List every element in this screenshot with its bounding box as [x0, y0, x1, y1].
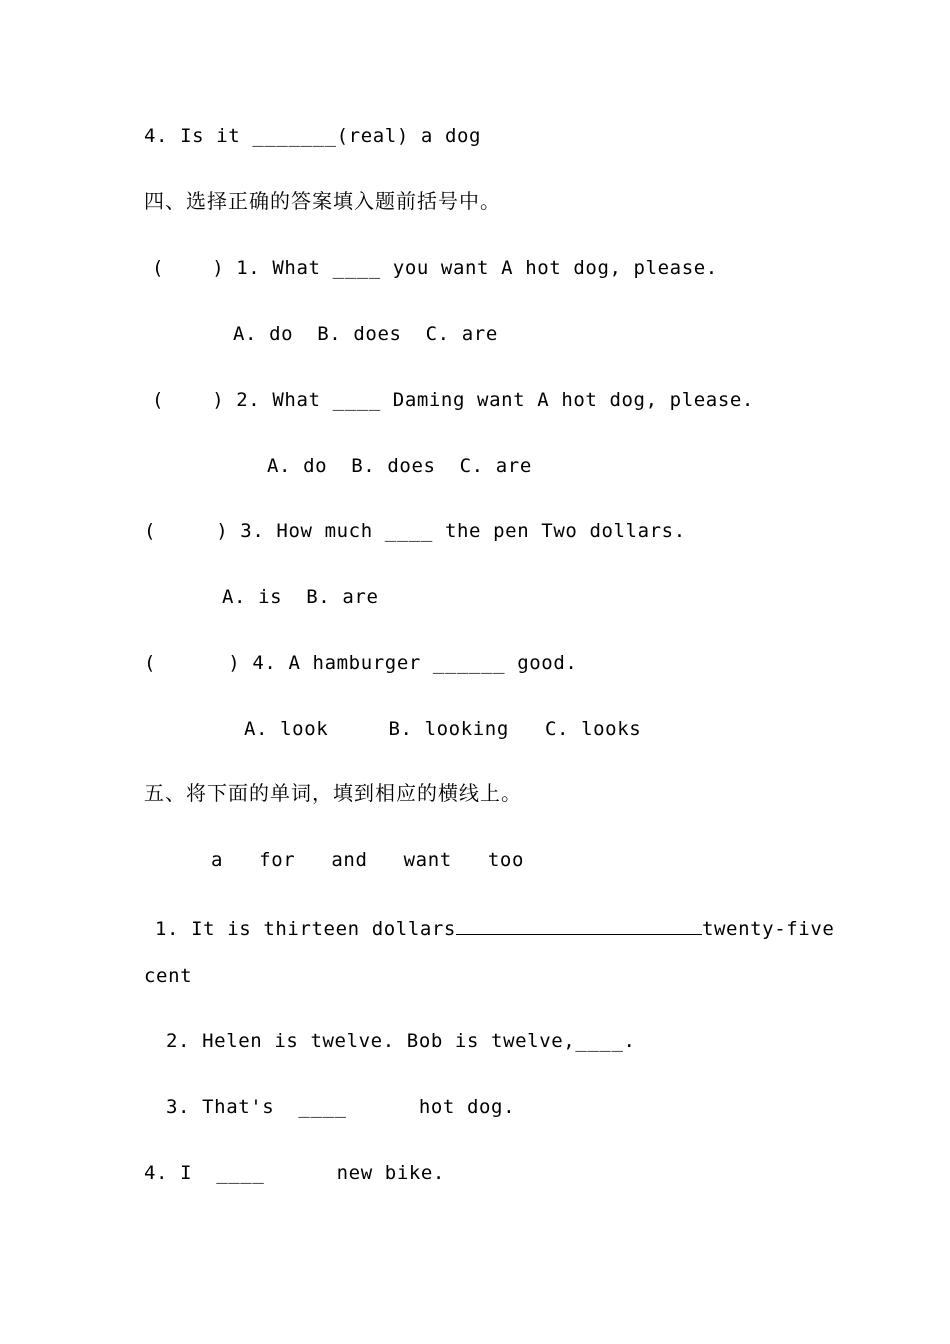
fill-in-item-4: 4. Is it _______(real) a dog — [144, 125, 482, 147]
blank-sentence-1 — [155, 914, 834, 941]
choice-question-3-options: A. is B. are — [222, 586, 379, 608]
blank-sentence-3: 3. That's ____ hot dog. — [166, 1096, 516, 1118]
blank-sentence-1-start: 1. It is thirteen dollars — [155, 918, 456, 940]
blank-sentence-4: 4. I ____ new bike. — [144, 1162, 445, 1184]
choice-question-4: ( ) 4. A hamburger ______ good. — [144, 652, 578, 674]
section-4-heading: 四、选择正确的答案填入题前括号中。 — [144, 189, 501, 213]
choice-question-4-options: A. look B. looking C. looks — [244, 718, 642, 740]
choice-question-1: ( ) 1. What ____ you want A hot dog, please. — [152, 257, 718, 279]
word-bank: a for and want too — [211, 849, 525, 871]
choice-question-2-options: A. do B. does C. are — [267, 455, 532, 477]
answer-blank-line — [456, 914, 702, 935]
choice-question-2: ( ) 2. What ____ Daming want A hot dog, please. — [152, 389, 754, 411]
choice-question-1-options: A. do B. does C. are — [233, 323, 498, 345]
section-5-heading: 五、将下面的单词，填到相应的横线上。 — [144, 781, 522, 805]
choice-question-3: ( ) 3. How much ____ the pen Two dollars. — [144, 520, 686, 542]
blank-sentence-1-end: twenty-five — [701, 918, 835, 940]
blank-sentence-1-continued: cent — [144, 965, 193, 987]
blank-sentence-2: 2. Helen is twelve. Bob is twelve,____. — [166, 1030, 636, 1052]
